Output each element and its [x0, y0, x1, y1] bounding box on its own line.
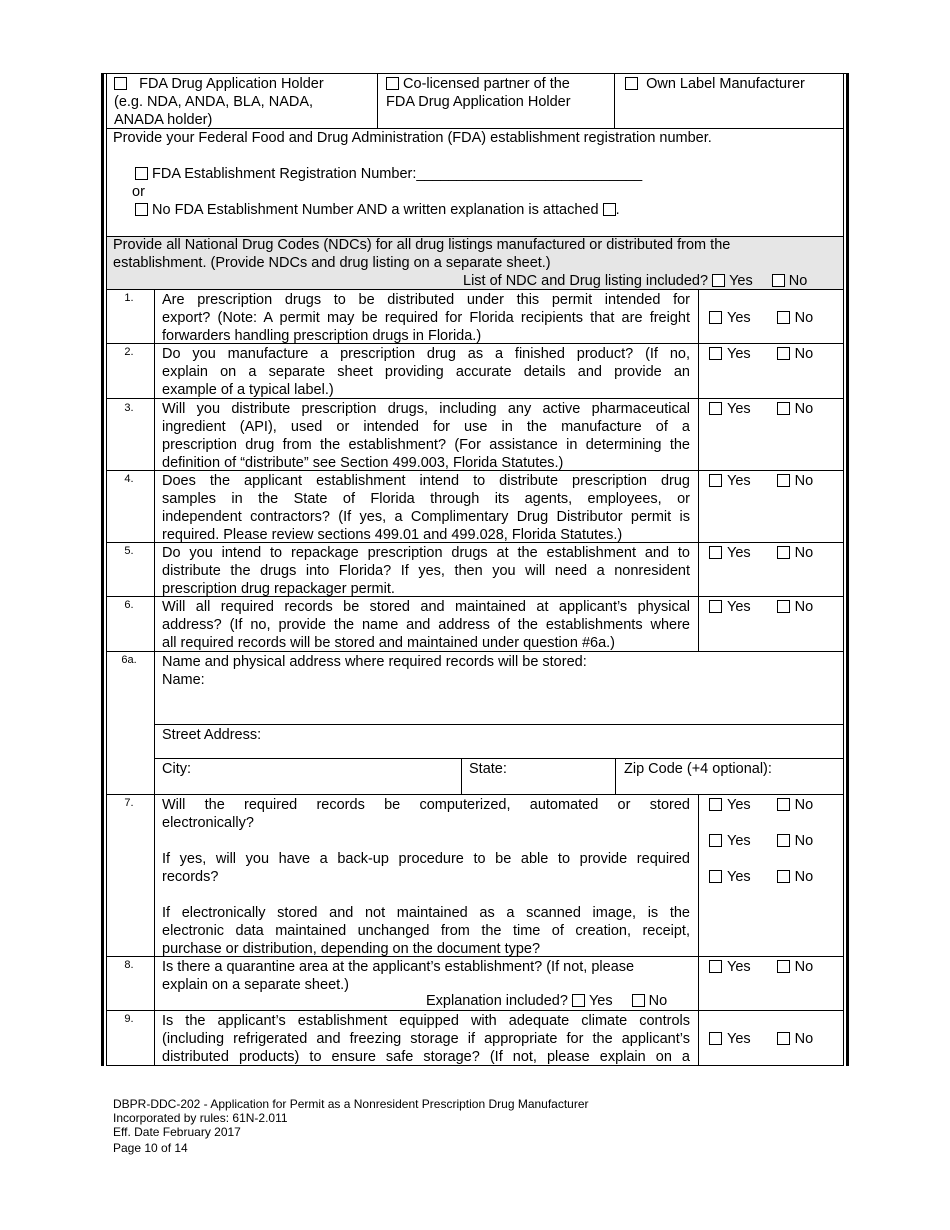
or-text: or [132, 184, 145, 200]
left-border-outer [101, 73, 104, 1066]
yes-checkbox[interactable] [709, 311, 722, 324]
fda-reg-number-field: FDA Establishment Registration Number:____________________________ [135, 165, 642, 183]
yes-checkbox[interactable] [709, 834, 722, 847]
yes-checkbox[interactable] [709, 546, 722, 559]
yes-checkbox[interactable] [709, 347, 722, 360]
question-number: 4. [124, 473, 134, 485]
question-text: Do you manufacture a prescription drug as a finished product? (If no, explain on a separate sheet providing accurate details and provide an example of a typical label.) [162, 346, 690, 398]
yes-checkbox[interactable] [709, 960, 722, 973]
yes-no-answer: Yes No [709, 309, 813, 327]
ndc-no-checkbox[interactable] [772, 274, 785, 287]
checkbox[interactable] [625, 77, 638, 90]
ndc-yes-checkbox[interactable] [712, 274, 725, 287]
records-zip-field[interactable]: Zip Code (+4 optional): [624, 761, 772, 777]
no-checkbox[interactable] [632, 994, 645, 1007]
yes-no-answer: Yes No [709, 868, 813, 886]
yes-no-answer: Yes No [709, 958, 813, 976]
checkbox[interactable] [135, 167, 148, 180]
applicant-type-fda-holder: FDA Drug Application Holder (e.g. NDA, ANDA, BLA, NADA, ANADA holder) [114, 76, 324, 128]
no-checkbox[interactable] [777, 960, 790, 973]
no-checkbox[interactable] [777, 347, 790, 360]
ndc-line-2: establishment. (Provide NDCs and drug listing on a separate sheet.) [113, 255, 551, 271]
records-name-field[interactable]: Name: [162, 672, 205, 688]
yes-checkbox[interactable] [709, 798, 722, 811]
question-number: 6. [124, 599, 134, 611]
applicant-type-own-label: Own Label Manufacturer [625, 75, 805, 93]
question-text: Does the applicant establishment intend to distribute prescription drug samples in the State of Florida through its agents, employees, or independent contractors? (If yes, a Complimentary Drug Distributor permit is required. Please review sections 499.01 and 499.028, Florida Statutes.) [162, 473, 690, 543]
no-checkbox[interactable] [777, 1032, 790, 1045]
col-divider [614, 73, 615, 128]
answer-col-divider [698, 794, 699, 1066]
question-text: Will all required records be stored and maintained at applicant’s physical address? (If no, provide the name and address of the establishments where all required records will be stored and maintained under question #6a.) [162, 599, 690, 651]
yes-checkbox[interactable] [709, 402, 722, 415]
yes-no-answer: Yes No [709, 544, 813, 562]
num-col-divider [154, 289, 155, 1066]
records-city-field[interactable]: City: [162, 761, 191, 777]
question-number: 7. [124, 797, 134, 809]
question-text: Are prescription drugs to be distributed under this permit intended for export? (Note: A permit may be required for Florida recipients that are freight forwarders handling prescription drugs in Florida.) [162, 292, 690, 344]
yes-checkbox[interactable] [709, 600, 722, 613]
question-number: 3. [124, 402, 134, 414]
question-text: Will you distribute prescription drugs, including any active pharmaceutical ingredient (API), used or intended for use in the manufacture of a prescription drug from the establishment? (For assistance in determining the definition of “distribute” see Section 499.003, Florida Statutes.) [162, 401, 690, 471]
yes-no-answer: Yes No [709, 1030, 813, 1048]
right-border-outer [846, 73, 849, 1066]
question-text: Is there a quarantine area at the applicant’s establishment? (If not, please explain on a separate sheet.) [162, 959, 635, 993]
checkbox[interactable] [386, 77, 399, 90]
explanation-attached-checkbox[interactable] [603, 203, 616, 216]
page-number: Page 10 of 14 [113, 1141, 188, 1155]
checkbox[interactable] [114, 77, 127, 90]
yes-no-answer: Yes No [709, 400, 813, 418]
no-checkbox[interactable] [777, 834, 790, 847]
yes-no-answer: Yes No [709, 472, 813, 490]
explanation-included: Explanation included? Yes No [426, 993, 668, 1009]
yes-checkbox[interactable] [709, 1032, 722, 1045]
row-line [106, 1010, 844, 1011]
applicant-type-co-licensed: Co-licensed partner of the FDA Drug Application Holder [386, 76, 571, 110]
col-divider [615, 758, 616, 794]
no-checkbox[interactable] [777, 798, 790, 811]
no-checkbox[interactable] [777, 870, 790, 883]
ndc-listing-question: List of NDC and Drug listing included? Yes No [463, 273, 808, 289]
records-state-field[interactable]: State: [469, 761, 507, 777]
effective-date: Eff. Date February 2017 [113, 1125, 241, 1139]
form-id: DBPR-DDC-202 - Application for Permit as a Nonresident Prescription Drug Manufacturer [113, 1097, 589, 1111]
yes-checkbox[interactable] [709, 474, 722, 487]
right-border-inner [843, 73, 844, 1066]
no-checkbox[interactable] [777, 311, 790, 324]
row-line [154, 724, 844, 725]
row-line [106, 289, 844, 290]
question-number: 9. [124, 1013, 134, 1025]
yes-no-answer: Yes No [709, 796, 813, 814]
ndc-line-1: Provide all National Drug Codes (NDCs) for all drug listings manufactured or distributed from the [113, 237, 731, 253]
no-checkbox[interactable] [777, 474, 790, 487]
no-checkbox[interactable] [777, 600, 790, 613]
records-location-heading: Name and physical address where required records will be stored: [162, 654, 587, 670]
rules-reference: Incorporated by rules: 61N-2.011 [113, 1111, 288, 1125]
row-line [154, 758, 844, 759]
yes-no-answer: Yes No [709, 345, 813, 363]
no-checkbox[interactable] [777, 546, 790, 559]
question-text: Is the applicant’s establishment equipped with adequate climate controls (including refrigerated and freezing storage if appropriate for the applicant’s distributed products) to ensure safe storage? (If not, please explain on a [162, 1013, 690, 1065]
no-checkbox[interactable] [777, 402, 790, 415]
records-street-address-field[interactable]: Street Address: [162, 727, 262, 743]
yes-checkbox[interactable] [572, 994, 585, 1007]
question-text: Do you intend to repackage prescription drugs at the establishment and to distribute the drugs into Florida? If yes, then you will need a nonresident prescription drug repackager permit. [162, 545, 690, 597]
question-number: 2. [124, 346, 134, 358]
question-number: 1. [124, 292, 134, 304]
yes-no-answer: Yes No [709, 598, 813, 616]
question-text: Will the required records be computerized, automated or stored electronically? If yes, will you have a back-up procedure to be able to provide required records? If electronically stored and not maintained as a scanned image, is the electronic data maintained unchanged from the time of creation, receipt, purchase or distribution, depending on the document type? [162, 797, 690, 957]
yes-checkbox[interactable] [709, 870, 722, 883]
col-divider [461, 758, 462, 794]
yes-no-answer: Yes No [709, 832, 813, 850]
fda-prompt: Provide your Federal Food and Drug Administration (FDA) establishment registration number. [113, 130, 712, 146]
question-number: 8. [124, 959, 134, 971]
col-divider [377, 73, 378, 128]
left-border-inner [106, 73, 107, 1066]
question-number: 6a. [121, 654, 137, 666]
row-line [106, 794, 844, 795]
top-border [101, 73, 849, 74]
no-fda-number-option: No FDA Establishment Number AND a written explanation is attached . [135, 201, 620, 219]
question-number: 5. [124, 545, 134, 557]
checkbox[interactable] [135, 203, 148, 216]
